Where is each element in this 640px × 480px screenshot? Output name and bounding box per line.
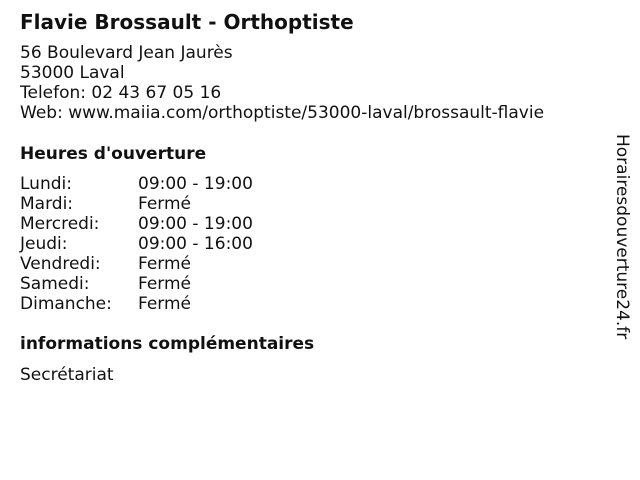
hours-value: Fermé	[138, 274, 192, 294]
day-label: Jeudi:	[20, 234, 68, 254]
phone-number: Telefon: 02 43 67 05 16	[20, 83, 222, 103]
site-watermark: Horairesdouverture24.fr	[612, 134, 632, 340]
hours-value: 09:00 - 16:00	[138, 234, 253, 254]
opening-hours-heading: Heures d'ouverture	[20, 144, 207, 164]
day-label: Vendredi:	[20, 254, 101, 274]
hours-value: 09:00 - 19:00	[138, 174, 253, 194]
hours-value: Fermé	[138, 194, 192, 214]
page-title: Flavie Brossault - Orthoptiste	[20, 10, 354, 34]
additional-info-heading: informations complémentaires	[20, 334, 315, 354]
hours-value: Fermé	[138, 254, 192, 274]
additional-info-text: Secrétariat	[20, 365, 114, 385]
city-postal-code: 53000 Laval	[20, 63, 125, 83]
hours-value: Fermé	[138, 294, 192, 314]
contact-block	[20, 43, 544, 123]
hours-value: 09:00 - 19:00	[138, 214, 253, 234]
day-label: Samedi:	[20, 274, 90, 294]
day-label: Mercredi:	[20, 214, 100, 234]
website-link[interactable]: Web: www.maiia.com/orthoptiste/53000-laval/brossault-flavie	[20, 103, 545, 123]
day-label: Lundi:	[20, 174, 72, 194]
day-label: Mardi:	[20, 194, 74, 214]
day-label: Dimanche:	[20, 294, 112, 314]
street-address: 56 Boulevard Jean Jaurès	[20, 43, 233, 63]
